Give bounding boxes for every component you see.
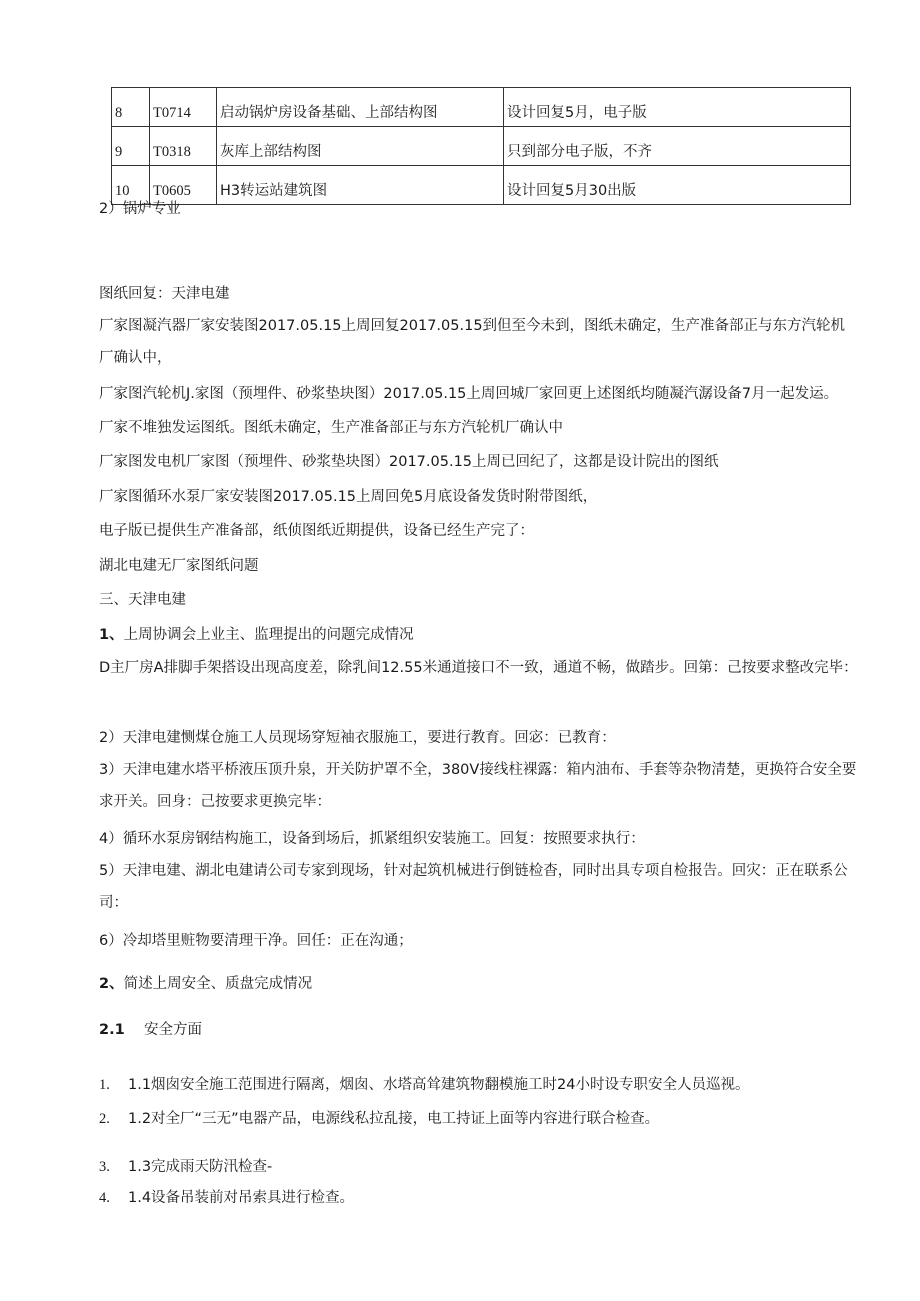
table-row [112,166,851,205]
list-item [99,1186,354,1207]
row-number: 10 [112,166,150,205]
list-item [99,1107,659,1128]
list-text: 1.4设备吊装前对吊索具进行检查。 [128,1190,355,1206]
list-item [99,1155,272,1176]
list-number: 4. [99,1190,110,1206]
paragraph-hubei: 湖北电建无厂家图纸问题 [99,558,259,574]
paragraph-condenser: 厂家图凝汽器厂家安装图2017.05.15上周回复2017.05.15到但至今未到，图纸未确定，生产准备部正与东方汽轮机厂确认中， [99,318,846,366]
drawing-code: T0605 [150,166,217,205]
list-number: 1. [99,1077,110,1093]
table-row [112,127,851,166]
subsection-issues-heading [99,623,414,644]
row-number: 8 [112,88,150,127]
list-number: 2. [99,1111,110,1127]
paragraph-shipping: 厂家不堆独发运图纸。图纸未确定，生产准备部正与东方汽轮机厂确认中 [99,420,563,436]
subsection-number: 2.1 [99,1022,125,1038]
issue-item-5: 5）天津电建、湖北电建请公司专家到现场，针对起筑机械进行倒链检杳，同时出具专项自检报告。回灾：正在联系公司： [99,863,848,911]
list-text: 1.2对全厂“三无”电器产品，电源线私拉乱接，电工持证上面等内容进行联合检查。 [128,1111,660,1127]
row-number: 9 [112,127,150,166]
paragraph-pump: 厂家图循环水泵厂家安装图2017.05.15上周回免5月底设备发货时附带图纸， [99,489,598,505]
subsection-title: 简述上周安全、质盘完成情况 [123,976,313,992]
section-boiler-heading: 2）锅炉专业 [99,201,181,217]
drawing-name: H3转运站建筑图 [217,166,504,205]
drawing-reply: 图纸回复：天津电建 [99,286,230,302]
subsection-title: 安全方面 [144,1022,202,1038]
drawings-table [111,87,851,205]
paragraph-electronic: 电子版已提供生产准备部，纸侦图纸近期提供，设备已经生产完了： [99,523,534,539]
issue-item-2: 2）天津电建恻煤仓施工人员现场穿短袖衣服施工，要进行教育。回宓：已教育： [99,730,616,746]
subsection-safety-heading [99,1018,202,1039]
list-text: 1.3完成雨天防汛检查- [128,1159,273,1175]
list-text: 1.1烟囱安全施工范围进行隔离，烟囱、水塔高耸建筑物翻模施工时24小时设专职安全人员巡视。 [128,1077,750,1093]
subsection-number: 2、 [99,976,124,992]
drawing-status: 只到部分电子版，不齐 [504,127,851,166]
table-row [112,88,851,127]
drawing-status: 设计回复5月，电子版 [504,88,851,127]
list-number: 3. [99,1159,110,1175]
issue-item-1: D主厂房A排脚手架搭设出现高度差，除乳间12.55米通道接口不一致，通道不畅，做踏步。回第：己按要求整改完毕： [99,660,858,676]
list-item [99,1073,750,1094]
issue-item-3: 3）天津电建水塔平桥液压顶升泉，开关防护罩不全，380V接线柱裸露：箱内油布、手套等杂物清楚，更换符合安全要求开关。回身：己按要求更换完毕： [99,762,857,810]
section-tianjin-heading: 三、天津电建 [99,592,186,608]
subsection-title: 上周协调会上业主、监理提出的问题完成情况 [123,627,414,643]
paragraph-generator: 厂家图发电机厂家图（预埋件、砂浆垫块图）2017.05.15上周已回纪了，这都是设计院出的图纸 [99,454,719,470]
drawing-code: T0318 [150,127,217,166]
drawing-code: T0714 [150,88,217,127]
drawing-name: 启动锅炉房设备基础、上部结构图 [217,88,504,127]
drawing-status: 设计回复5月30出版 [504,166,851,205]
issue-item-6: 6）冷却塔里赃物要清理干净。回任：正在沟通； [99,933,413,949]
subsection-number: 1、 [99,627,124,643]
subsection-safety-quality-heading [99,972,312,993]
drawing-name: 灰库上部结构图 [217,127,504,166]
paragraph-turbine: 厂家图汽轮机J.家图（预埋件、砂浆垫块图）2017.05.15上周回城厂家回更上述图纸均随凝汽潺设备7月一起发运。 [99,386,839,402]
issue-item-4: 4）循环水泵房钢结构施工，设备到场后，抓紧组织安装施工。回复：按照要求执行： [99,831,645,847]
